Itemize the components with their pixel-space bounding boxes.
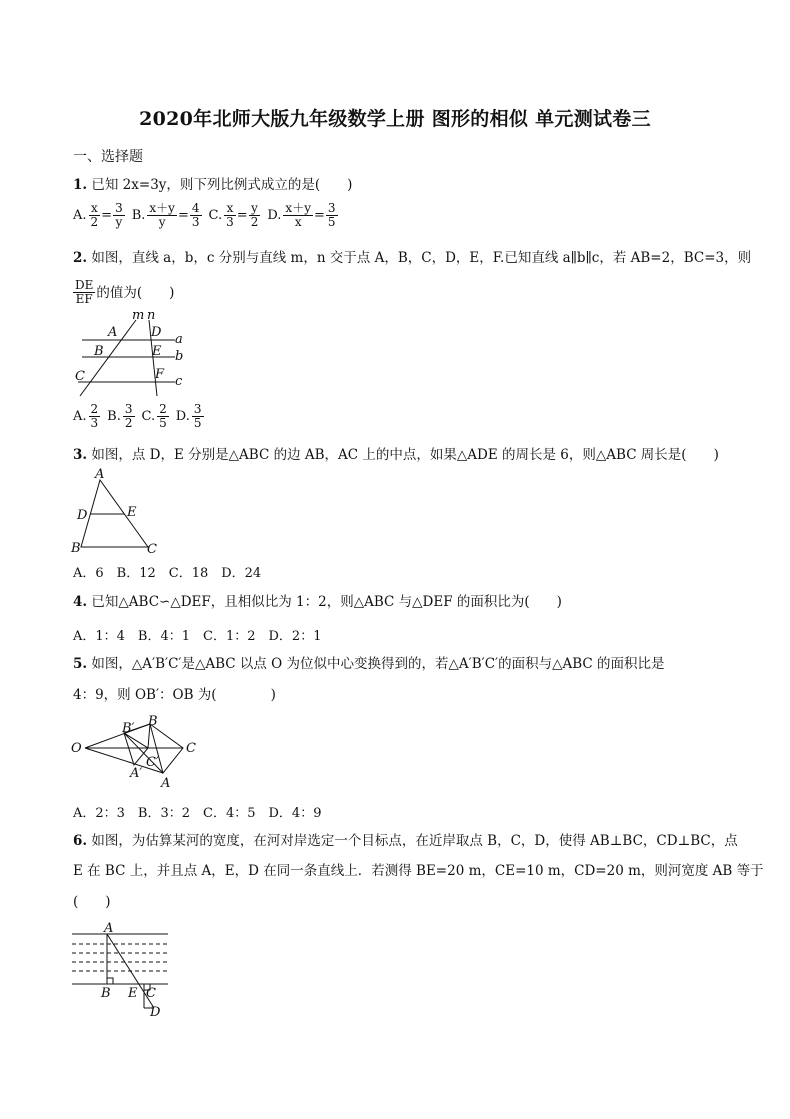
label-B: B — [101, 986, 111, 1001]
label-C: C — [147, 542, 157, 557]
option-label: C. — [208, 208, 223, 223]
right-angle-B — [107, 978, 113, 984]
fraction — [190, 202, 202, 229]
label-A: A — [161, 776, 171, 791]
fraction-numerator: 3 — [115, 201, 123, 215]
question-1 — [73, 176, 352, 194]
question-text: 如图，直线 a，b，c 分别与直线 m，n 交于点 A，B，C，D，E，F.已知直线 a∥b∥c，若 AB=2，BC=3，则 — [91, 250, 752, 266]
fraction-denominator: EF — [75, 292, 93, 306]
fraction-numerator: 3 — [124, 402, 133, 416]
fraction-numerator: 3 — [193, 402, 202, 416]
question-2-cont — [73, 279, 174, 306]
fraction — [89, 403, 101, 430]
fraction-denominator: 5 — [193, 416, 202, 430]
equals-sign: = — [313, 208, 325, 223]
label-c: c — [175, 374, 183, 389]
label-E: E — [128, 986, 138, 1001]
question-number: 1. — [73, 177, 88, 193]
question-text: 已知△ABC∽△DEF，且相似比为 1：2，则△ABC 与△DEF 的面积比为( ) — [91, 594, 562, 610]
label-E: E — [127, 505, 137, 520]
label-B: B — [71, 541, 81, 556]
label-B: B — [148, 714, 158, 729]
label-E: E — [152, 344, 162, 359]
question-6 — [73, 832, 738, 850]
question-number: 4. — [73, 594, 88, 610]
label-C: C — [146, 986, 156, 1001]
q2-figure — [70, 310, 200, 402]
label-m: m — [132, 310, 145, 323]
fraction-numerator: x — [224, 202, 236, 216]
fraction-numerator: DE — [75, 278, 94, 292]
option-label: D. — [175, 409, 190, 424]
option-label: D. — [267, 208, 282, 223]
page-title: 2020年北师大版九年级数学上册 图形的相似 单元测试卷三 — [139, 108, 651, 130]
fraction-denominator: 2 — [90, 215, 99, 229]
fraction-numerator: 2 — [90, 402, 99, 416]
fraction-denominator: 2 — [250, 215, 259, 229]
q6-figure — [68, 920, 178, 1020]
question-4 — [73, 593, 562, 611]
fraction-numerator: 4 — [191, 201, 200, 215]
label-A1: A′ — [130, 766, 143, 781]
fraction-denominator: y — [115, 215, 123, 229]
question-5-cont: 4：9，则 OB′：OB 为( ) — [73, 687, 276, 703]
label-D: D — [150, 1005, 161, 1020]
fraction-numerator: 2 — [159, 402, 167, 416]
question-text: 如图，为估算某河的宽度，在河对岸选定一个目标点，在近岸取点 B，C，D，使得 AB⊥BC，CD⊥BC，点 — [91, 833, 738, 849]
section-heading: 一、选择题 — [73, 149, 143, 165]
fraction-denominator: 3 — [191, 215, 200, 229]
option-label: B. — [131, 208, 146, 223]
fraction — [283, 202, 313, 229]
fraction — [147, 202, 177, 229]
fraction — [326, 202, 338, 229]
fraction-numerator: x＋y — [149, 201, 175, 215]
option-label: C. — [141, 409, 156, 424]
label-O: O — [71, 741, 82, 756]
question-text: 的值为( ) — [96, 284, 175, 301]
q5-options: A．2：3 B．3：2 C．4：5 D．4：9 — [73, 806, 322, 821]
q2-options — [73, 403, 211, 430]
fraction-numerator: x — [89, 202, 101, 216]
equals-sign: = — [177, 208, 189, 223]
question-number: 3. — [73, 447, 88, 463]
q1-options — [73, 202, 345, 229]
question-number: 2. — [73, 250, 88, 266]
fraction-denominator: 5 — [159, 416, 167, 430]
fraction-denominator: 2 — [124, 416, 133, 430]
fraction — [89, 202, 101, 229]
fraction-denominator: 3 — [226, 215, 234, 229]
fraction — [157, 403, 169, 430]
question-5 — [73, 655, 665, 673]
equals-sign: = — [101, 208, 113, 223]
ratio-fraction — [73, 279, 95, 306]
fraction-denominator: y — [158, 215, 166, 229]
question-6-cont: E 在 BC 上，并且点 A，E，D 在同一条直线上．若测得 BE=20 m，CE=10 m，CD=20 m，则河宽度 AB 等于 — [73, 863, 764, 879]
q4-options: A．1：4 B．4：1 C．1：2 D．2：1 — [73, 629, 322, 644]
question-text: 如图，△A′B′C′是△ABC 以点 O 为位似中心变换得到的，若△A′B′C′的面积与△ABC 的面积比是 — [91, 656, 665, 672]
q3-options: A．6 B．12 C．18 D．24 — [73, 566, 262, 581]
fraction-denominator: 5 — [327, 215, 336, 229]
option-label: A. — [73, 409, 87, 424]
fraction — [123, 403, 135, 430]
fraction — [192, 403, 204, 430]
triangle-A1B1C1 — [124, 733, 148, 765]
label-D: D — [151, 325, 162, 340]
label-b: b — [175, 349, 184, 364]
question-text: 已知 2x=3y，则下列比例式成立的是( ) — [91, 177, 353, 193]
label-A: A — [108, 325, 118, 340]
question-text: 如图，点 D，E 分别是△ABC 的边 AB，AC 上的中点，如果△ADE 的周长是 6，则△ABC 周长是( ) — [91, 447, 719, 463]
label-F: F — [155, 367, 165, 382]
label-B: B — [94, 344, 104, 359]
question-number: 6. — [73, 833, 88, 849]
label-C1: C′ — [146, 755, 159, 770]
fraction-numerator: y — [249, 202, 261, 216]
option-label: A. — [73, 208, 87, 223]
label-A: A — [95, 467, 105, 482]
fraction — [224, 202, 236, 229]
question-6-cont2: ( ) — [73, 894, 111, 910]
question-number: 5. — [73, 656, 88, 672]
q3-figure — [68, 466, 168, 558]
label-n: n — [147, 310, 156, 323]
question-3 — [73, 446, 719, 464]
label-C: C — [75, 369, 85, 384]
equals-sign: = — [236, 208, 248, 223]
fraction-numerator: 3 — [327, 201, 336, 215]
fraction — [113, 202, 125, 229]
label-A: A — [104, 921, 114, 936]
label-a: a — [175, 332, 183, 347]
label-C: C — [186, 741, 196, 756]
fraction — [249, 202, 261, 229]
q5-figure — [68, 710, 208, 794]
fraction-denominator: 3 — [90, 416, 99, 430]
label-B1: B′ — [122, 721, 135, 736]
option-label: B. — [107, 409, 121, 424]
question-2 — [73, 249, 751, 267]
label-D: D — [77, 508, 88, 523]
fraction-denominator: x — [294, 215, 302, 229]
fraction-numerator: x＋y — [285, 201, 311, 215]
